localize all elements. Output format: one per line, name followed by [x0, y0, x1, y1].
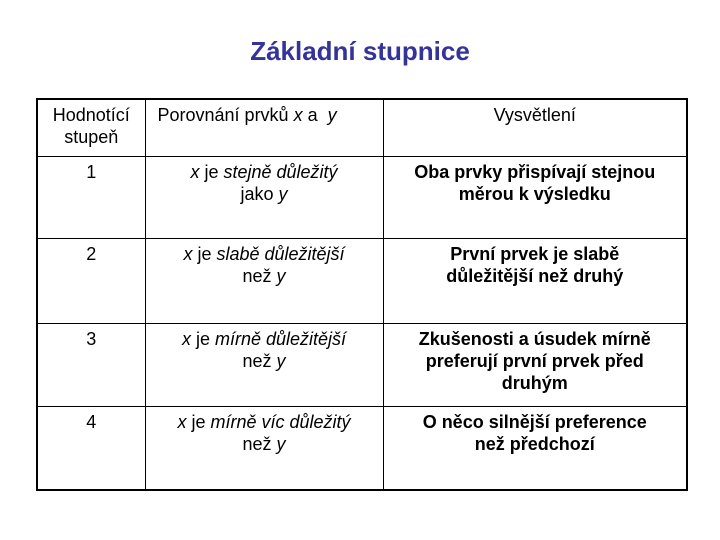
grade-cell: 2 — [37, 238, 145, 323]
rating-scale-table — [36, 98, 688, 491]
header-grade-line1: Hodnotící — [52, 105, 130, 125]
comparison-cell — [145, 156, 383, 238]
comparison-y: y — [278, 183, 288, 204]
comparison-phrase-line2: jako — [240, 183, 279, 204]
comparison-phrase-line1: stejně důležitý — [223, 161, 338, 182]
table-row — [37, 238, 687, 323]
table-row — [37, 156, 687, 238]
explanation-cell — [383, 238, 687, 323]
comparison-y: y — [276, 433, 286, 454]
comparison-cell — [145, 238, 383, 323]
explanation-line2: měrou k výsledku — [458, 183, 611, 204]
comparison-cell — [145, 406, 383, 490]
header-comparison-prefix: Porovnání prvků — [157, 105, 294, 125]
explanation-line2: důležitější než druhý — [446, 265, 624, 286]
explanation-line1: Oba prvky přispívají stejnou — [414, 161, 656, 182]
comparison-mid: je — [199, 161, 224, 182]
explanation-line2: než předchozí — [474, 433, 595, 454]
header-grade-line2: stupeň — [64, 127, 119, 147]
comparison-x: x — [177, 411, 187, 432]
comparison-x: x — [190, 161, 200, 182]
explanation-cell — [383, 323, 687, 406]
table-header-row — [37, 99, 687, 156]
explanation-line3: druhým — [501, 372, 568, 393]
header-comparison-x: x — [293, 105, 303, 125]
comparison-phrase-line2: než — [242, 350, 277, 371]
explanation-line1: O něco silnější preference — [422, 411, 647, 432]
comparison-phrase-line1: mírně důležitější — [214, 328, 347, 349]
explanation-cell — [383, 406, 687, 490]
header-grade — [37, 99, 145, 156]
grade-cell: 3 — [37, 323, 145, 406]
grade-cell: 1 — [37, 156, 145, 238]
header-explanation: Vysvětlení — [383, 99, 687, 156]
grade-cell: 4 — [37, 406, 145, 490]
comparison-mid: je — [186, 411, 211, 432]
explanation-line1: První prvek je slabě — [450, 243, 620, 264]
comparison-phrase-line2: než — [242, 433, 277, 454]
comparison-mid: je — [190, 328, 215, 349]
comparison-phrase-line1: mírně víc důležitý — [210, 411, 351, 432]
comparison-x: x — [183, 243, 193, 264]
header-comparison — [145, 99, 383, 156]
explanation-cell — [383, 156, 687, 238]
explanation-line1: Zkušenosti a úsudek mírně — [418, 328, 651, 349]
comparison-cell — [145, 323, 383, 406]
comparison-x: x — [181, 328, 191, 349]
comparison-y: y — [276, 350, 286, 371]
table-row — [37, 323, 687, 406]
page-title: Základní stupnice — [250, 36, 470, 66]
comparison-y: y — [276, 265, 286, 286]
comparison-phrase-line2: než — [242, 265, 277, 286]
comparison-phrase-line1: slabě důležitější — [216, 243, 345, 264]
explanation-line2: preferují první prvek před — [425, 350, 644, 371]
header-comparison-y: y — [327, 105, 337, 125]
header-comparison-mid: a — [302, 105, 328, 125]
table-row — [37, 406, 687, 490]
comparison-mid: je — [192, 243, 217, 264]
